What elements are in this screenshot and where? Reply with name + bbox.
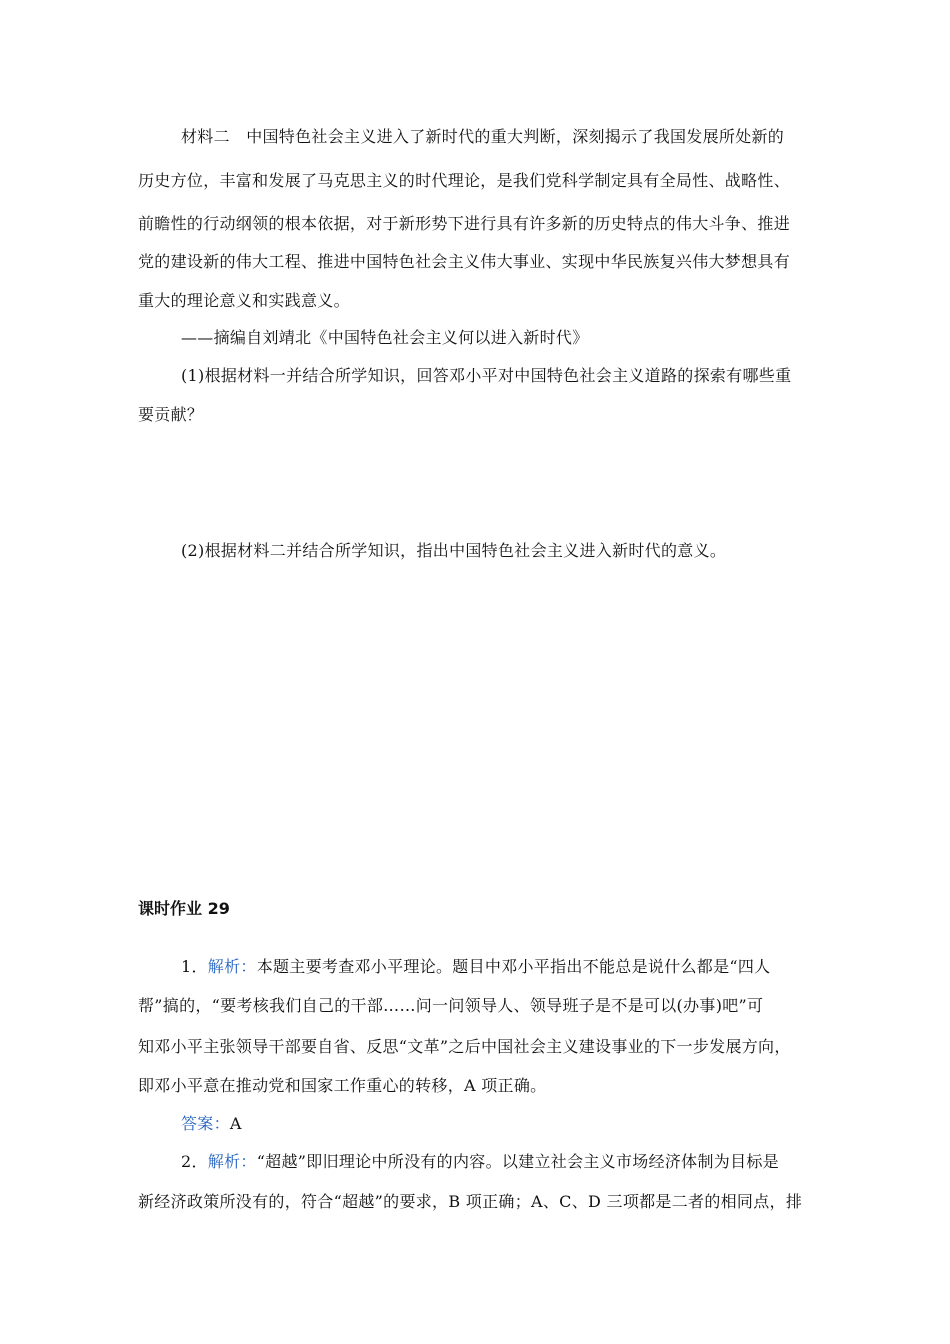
material2-source: ——摘编自刘靖北《中国特色社会主义何以进入新时代》 xyxy=(181,328,589,347)
answer-1-key xyxy=(181,1114,242,1134)
material2-line-2: 历史方位，丰富和发展了马克思主义的时代理论，是我们党科学制定具有全局性、战略性、 xyxy=(138,171,791,190)
answer-1-line-2: 帮”搞的，“要考核我们自己的干部……问一问领导人、领导班子是不是可以(办事)吧”可 xyxy=(138,996,764,1015)
analysis-label: 解析 xyxy=(207,957,241,976)
answer-1-text: 本题主要考查邓小平理论。题目中邓小平指出不能总是说什么都是“四人 xyxy=(256,957,771,976)
analysis-colon: ： xyxy=(240,1152,257,1171)
question-2: (2)根据材料二并结合所学知识，指出中国特色社会主义进入新时代的意义。 xyxy=(181,541,727,560)
answer-label: 答案 xyxy=(181,1114,214,1133)
answer-2-line-2: 新经济政策所没有的，符合“超越”的要求，B 项正确；A、C、D 三项都是二者的相同点，排 xyxy=(138,1192,803,1211)
answer-2-number: 2． xyxy=(181,1152,208,1171)
answer-1-line-1 xyxy=(181,957,770,977)
answer-value: A xyxy=(229,1114,242,1133)
material2-line-1: 材料二 中国特色社会主义进入了新时代的重大判断，深刻揭示了我国发展所处新的 xyxy=(181,127,785,146)
analysis-colon: ： xyxy=(240,957,257,976)
answer-2-line-1 xyxy=(181,1152,779,1172)
material2-line-4: 党的建设新的伟大工程、推进中国特色社会主义伟大事业、实现中华民族复兴伟大梦想具有 xyxy=(138,252,791,271)
answer-1-number: 1． xyxy=(181,957,208,976)
material2-line-3: 前瞻性的行动纲领的根本依据，对于新形势下进行具有许多新的历史特点的伟大斗争、推进 xyxy=(138,214,791,233)
question-1-line-2: 要贡献？ xyxy=(138,405,204,424)
section-title: 课时作业 29 xyxy=(138,899,230,918)
material2-line-5: 重大的理论意义和实践意义。 xyxy=(138,291,350,310)
analysis-label: 解析 xyxy=(207,1152,241,1171)
answer-2-text: “超越”即旧理论中所没有的内容。以建立社会主义市场经济体制为目标是 xyxy=(256,1152,779,1171)
answer-1-line-4: 即邓小平意在推动党和国家工作重心的转移，A 项正确。 xyxy=(138,1076,547,1095)
answer-1-line-3: 知邓小平主张领导干部要自省、反思“文革”之后中国社会主义建设事业的下一步发展方向， xyxy=(138,1037,791,1056)
answer-colon: ： xyxy=(213,1114,230,1133)
question-1-line-1: (1)根据材料一并结合所学知识，回答邓小平对中国特色社会主义道路的探索有哪些重 xyxy=(181,366,792,385)
